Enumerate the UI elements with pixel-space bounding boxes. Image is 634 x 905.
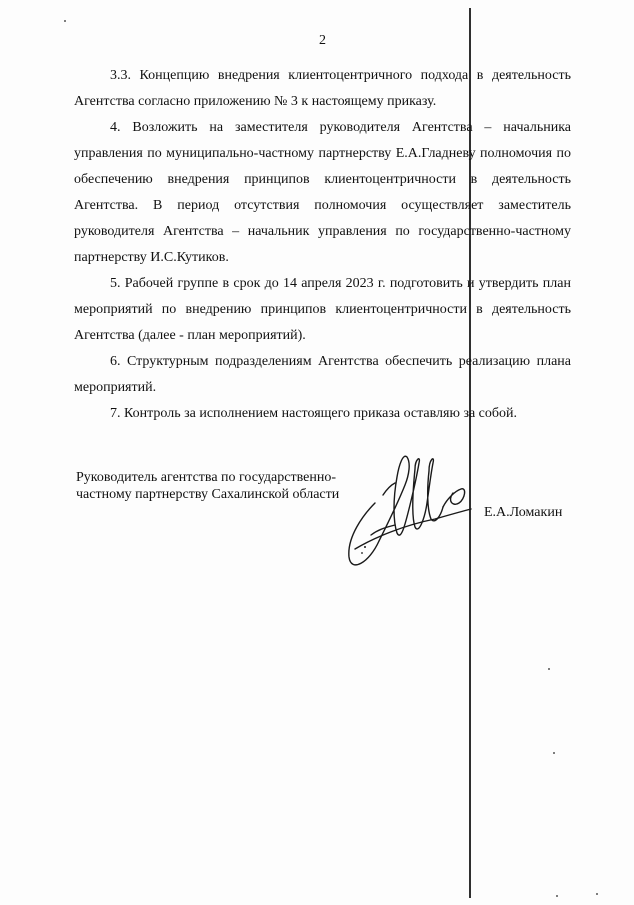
paragraph-6: 6. Структурным подразделениям Агентства обеспечить реализацию плана мероприятий. — [74, 354, 571, 395]
scan-speck — [596, 893, 598, 895]
paragraph-4: 4. Возложить на заместителя руководителя Агентства – начальника управления по муниципально-частному партнерству Е.А.Гладневу полномочия по обеспечению внедрения принципов клиентоцентричности в деятельность Агентства. В период отсутствия полномочия осуществляет заместитель руководителя Агентства – начальник управления по государственно-частному партнерству И.С.Кутиков. — [74, 120, 571, 265]
document-body — [74, 63, 571, 427]
paragraph-3-3: 3.3. Концепцию внедрения клиентоцентричного подхода в деятельность Агентства согласно приложению № 3 к настоящему приказу. — [74, 68, 571, 109]
signatory-position: Руководитель агентства по государственно-частному партнерству Сахалинской области — [76, 470, 340, 502]
scan-speck — [553, 752, 555, 754]
paragraph-5: 5. Рабочей группе в срок до 14 апреля 2023 г. подготовить и утвердить план мероприятий по внедрению принципов клиентоцентричности в деятельность Агентства (далее - план мероприятий). — [74, 276, 571, 343]
paragraph-7: 7. Контроль за исполнением настоящего приказа оставляю за собой. — [110, 406, 518, 421]
scan-speck — [556, 895, 558, 897]
scan-speck — [548, 668, 550, 670]
signatory-name: Е.А.Ломакин — [484, 505, 563, 520]
scan-speck — [64, 20, 66, 22]
handwritten-signature — [335, 445, 485, 580]
page-number: 2 — [319, 33, 326, 48]
